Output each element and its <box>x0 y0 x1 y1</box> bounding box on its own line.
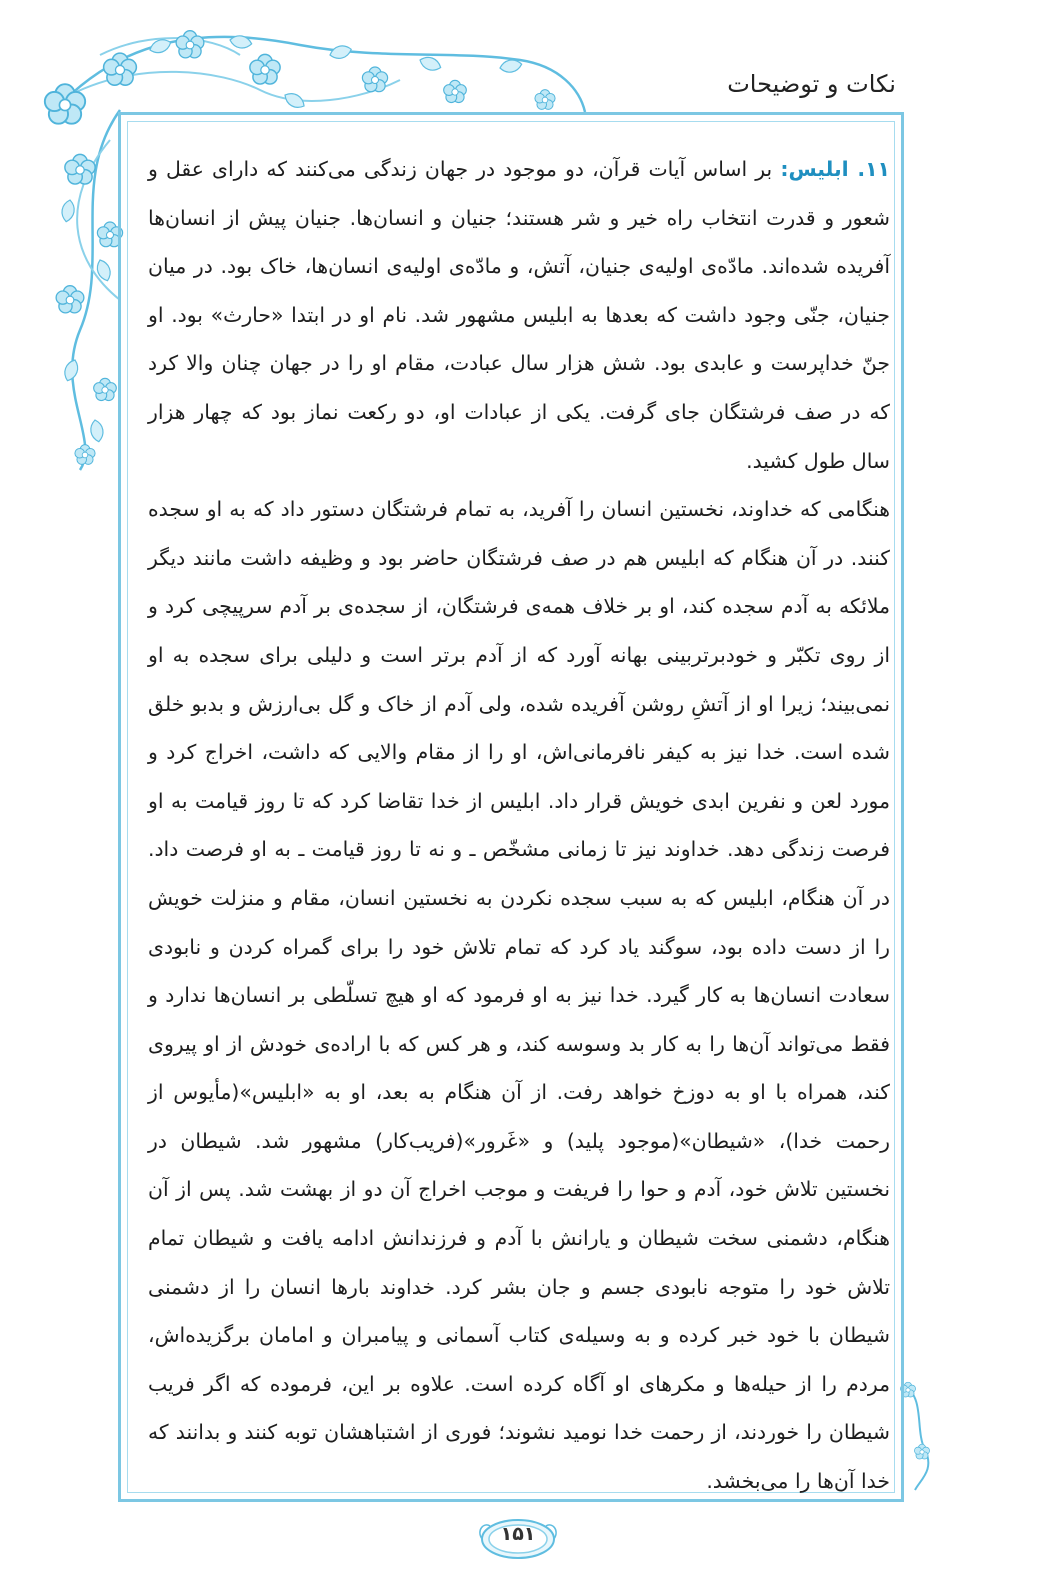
entry-paragraph-2: هنگامی که خداوند، نخستین انسان را آفرید، به تمام فرشتگان دستور داد که به او سجده کنند. در آن هنگام که ابلیس هم در صف فرشتگان حاضر بود و وظیفه داشت مانند دیگر ملائکه به آدم سجده کند، او بر خلاف همه‌ی فرشتگان، از سجده‌ی بر آدم سرپیچی کرد و از روی تکبّر و خودبرتربینی بهانه آورد که از آدم برتر است و دلیلی برای سجده به او نمی‌بیند؛ زیرا او از آتشِ روشن آفریده شده، ولی آدم از خاک و گل بی‌ارزش و بدبو خلق شده است. خدا نیز به کیفر نافرمانی‌اش، او را از مقام والایی که داشت، اخراج کرد و مورد لعن و نفرین ابدی خویش قرار داد. ابلیس از خدا تقاضا کرد که تا روز قیامت به او فرصت زندگی دهد. خداوند نیز تا زمانی مشخّص ـ و نه تا روز قیامت ـ به او فرصت داد. در آن هنگام، ابلیس که به سبب سجده نکردن به نخستین انسان، مقام و منزلت خویش را از دست داده بود، سوگند یاد کرد که تمام تلاش خود را برای گمراه کردن و نابودی سعادت انسان‌ها به کار گیرد. خدا نیز به او فرمود که او هیچ تسلّطی بر انسان‌ها ندارد و فقط می‌تواند آن‌ها را به کار بد وسوسه کند، و هر کس که با اراده‌ی خودش از او پیروی کند، همراه با او به دوزخ خواهد رفت. از آن هنگام به بعد، او به «ابلیس»(مأیوس از رحمت خدا)، «شیطان»(موجود پلید) و «غَرور»(فریب‌کار) مشهور شد. شیطان در نخستین تلاش خود، آدم و حوا را فریفت و موجب اخراج آن دو از بهشت شد. پس از آن هنگام، دشمنی سخت شیطان و یارانش با آدم و فرزندانش ادامه یافت و شیطان تمام تلاش خود را متوجه نابودی جسم و جان بشر کرد. خداوند بارها انسان را از دشمنی شیطان با خود خبر کرده و به وسیله‌ی کتاب آسمانی و پیامبران و امامان برگزیده‌اش، مردم را از حیله‌ها و مکرهای او آگاه کرده است. علاوه بر این، فرموده که اگر فریب شیطان را خوردند، از رحمت خدا نومید نشوند؛ فوری از اشتباهشان توبه کنند و بدانند که خدا آن‌ها را می‌بخشد. <box>148 497 890 1494</box>
page-number: ۱۵۱ <box>500 1523 536 1545</box>
entry-text: بر اساس آیات قرآن، دو موجود در جهان زندگی می‌کنند که دارای عقل و شعور و قدرت انتخاب راه خیر و شر هستند؛ جنیان و انسان‌ها. جنیان پیش از انسان‌ها آفریده شده‌اند. مادّه‌ی اولیه‌ی جنیان، آتش، و مادّه‌ی اولیه‌ی انسان‌ها، خاک بود. در میان جنیان، جنّی وجود داشت که بعدها به ابلیس مشهور شد. نام او در ابتدا «حارث» بود. او جنّ خداپرست و عابدی بود. شش هزار سال عبادت، مقام او را در جهان چنان والا کرد که در صف فرشتگان جای گرفت. یکی از عبادات او، دو رکعت نماز بود که چهار هزار سال طول کشید. <box>148 157 890 473</box>
page-title: نکات و توضیحات <box>727 70 896 98</box>
main-content <box>148 145 890 1506</box>
entry-label: ۱۱. ابلیس: <box>780 157 890 181</box>
entry-paragraph-1 <box>148 145 890 485</box>
